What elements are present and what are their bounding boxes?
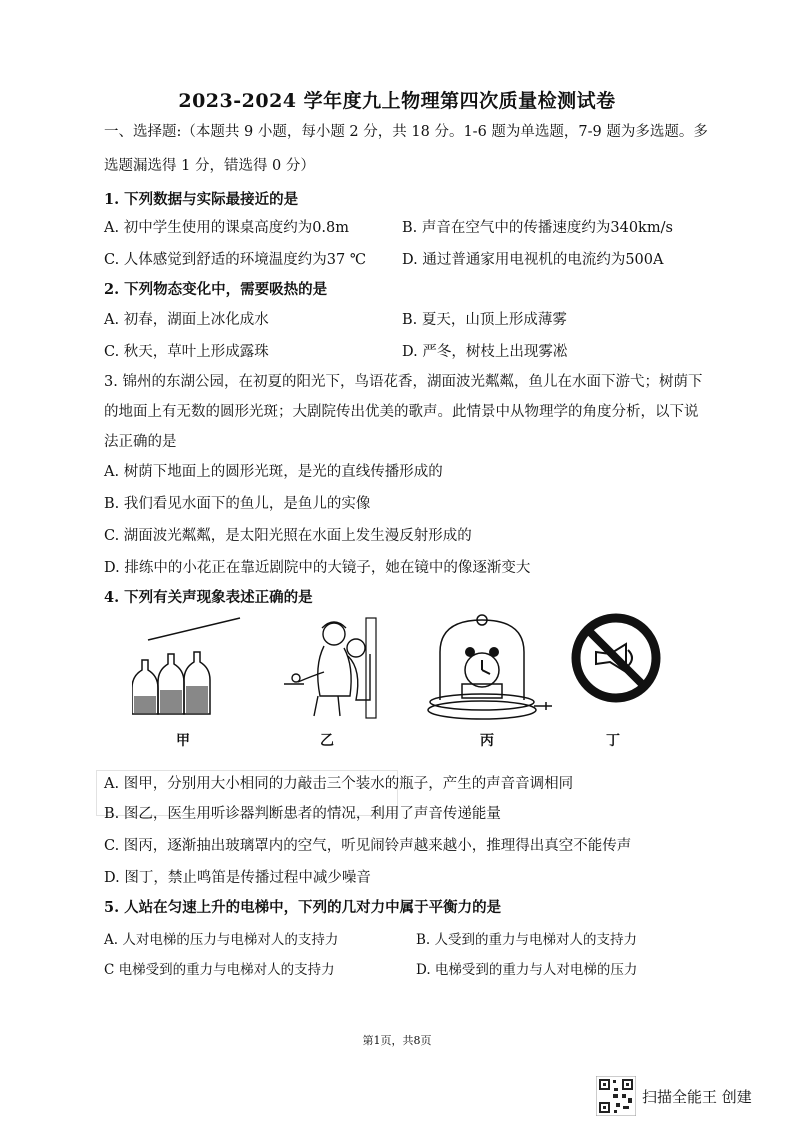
bell-jar-alarm-clock-icon: [424, 612, 554, 724]
q1-stem: 1. 下列数据与实际最接近的是: [104, 191, 299, 208]
q1-option-d: D. 通过普通家用电视机的电流约为500A: [402, 252, 664, 268]
q2-stem: 2. 下列物态变化中，需要吸热的是: [104, 281, 328, 298]
figure-jia-bottles: [132, 612, 242, 726]
q1-option-a: A. 初中学生使用的课桌高度约为0.8m: [104, 220, 349, 236]
scanner-brand-text: 扫描全能王 创建: [642, 1087, 752, 1106]
figure-yi-doctor: [278, 612, 378, 726]
scanner-watermark: [596, 1076, 752, 1116]
section-header-line-2: 选题漏选得 1 分，错选得 0 分）: [104, 158, 315, 174]
q2-option-a: A. 初春，湖面上冰化成水: [104, 312, 269, 328]
q5-stem: 5. 人站在匀速上升的电梯中，下列的几对力中属于平衡力的是: [104, 899, 502, 916]
bottles-icon: [132, 612, 242, 722]
figure-label-bing: 丙: [480, 733, 494, 749]
q5-option-d: D. 电梯受到的重力与人对电梯的压力: [416, 962, 638, 978]
figure-ding-no-horn: [566, 612, 666, 716]
q2-option-d: D. 严冬，树枝上出现雾凇: [402, 344, 568, 360]
stethoscope-doctor-icon: [278, 612, 378, 722]
q2-option-b: B. 夏天，山顶上形成薄雾: [402, 312, 567, 328]
q4-option-b: B. 图乙，医生用听诊器判断患者的情况，利用了声音传递能量: [104, 806, 501, 822]
figure-label-jia: 甲: [176, 733, 190, 749]
q4-option-a: A. 图甲，分别用大小相同的力敲击三个装水的瓶子，产生的声音音调相同: [104, 776, 574, 792]
figure-bing-bell-jar: [424, 612, 554, 728]
page-number: 第1页，共8页: [362, 1034, 432, 1047]
qr-code-icon: [596, 1076, 636, 1116]
figure-label-ding: 丁: [606, 733, 620, 749]
q3-stem-line-3: 法正确的是: [104, 434, 177, 450]
q4-figures: [110, 612, 670, 762]
q2-option-c: C. 秋天，草叶上形成露珠: [104, 344, 269, 360]
q5-option-c: C 电梯受到的重力与电梯对人的支持力: [104, 962, 335, 978]
q3-stem-line-1: 3. 锦州的东湖公园，在初夏的阳光下，鸟语花香，湖面波光粼粼，鱼儿在水面下游弋；树荫下: [104, 374, 703, 390]
q3-option-d: D. 排练中的小花正在靠近剧院中的大镜子，她在镜中的像逐渐变大: [104, 560, 531, 576]
q3-option-b: B. 我们看见水面下的鱼儿，是鱼儿的实像: [104, 496, 371, 512]
page-title: 2023-2024 学年度九上物理第四次质量检测试卷: [178, 90, 616, 112]
section-header-line-1: 一、选择题:（本题共 9 小题，每小题 2 分，共 18 分。1-6 题为单选题，7-9 题为多选题。多: [104, 124, 708, 140]
q4-option-d: D. 图丁，禁止鸣笛是传播过程中减少噪音: [104, 870, 371, 886]
q3-stem-line-2: 的地面上有无数的圆形光斑；大剧院传出优美的歌声。此情景中从物理学的角度分析，以下说: [104, 404, 699, 420]
figure-label-yi: 乙: [320, 733, 334, 749]
q5-option-b: B. 人受到的重力与电梯对人的支持力: [416, 932, 638, 948]
q4-option-c: C. 图丙，逐渐抽出玻璃罩内的空气，听见闹铃声越来越小，推理得出真空不能传声: [104, 838, 632, 854]
q4-stem: 4. 下列有关声现象表述正确的是: [104, 589, 313, 606]
q3-option-c: C. 湖面波光粼粼，是太阳光照在水面上发生漫反射形成的: [104, 528, 472, 544]
q5-option-a: A. 人对电梯的压力与电梯对人的支持力: [104, 932, 339, 948]
no-horn-sign-icon: [566, 612, 666, 712]
q3-option-a: A. 树荫下地面上的圆形光斑，是光的直线传播形成的: [104, 464, 443, 480]
q1-option-c: C. 人体感觉到舒适的环境温度约为37 ℃: [104, 252, 367, 268]
q1-option-b: B. 声音在空气中的传播速度约为340km/s: [402, 220, 673, 236]
